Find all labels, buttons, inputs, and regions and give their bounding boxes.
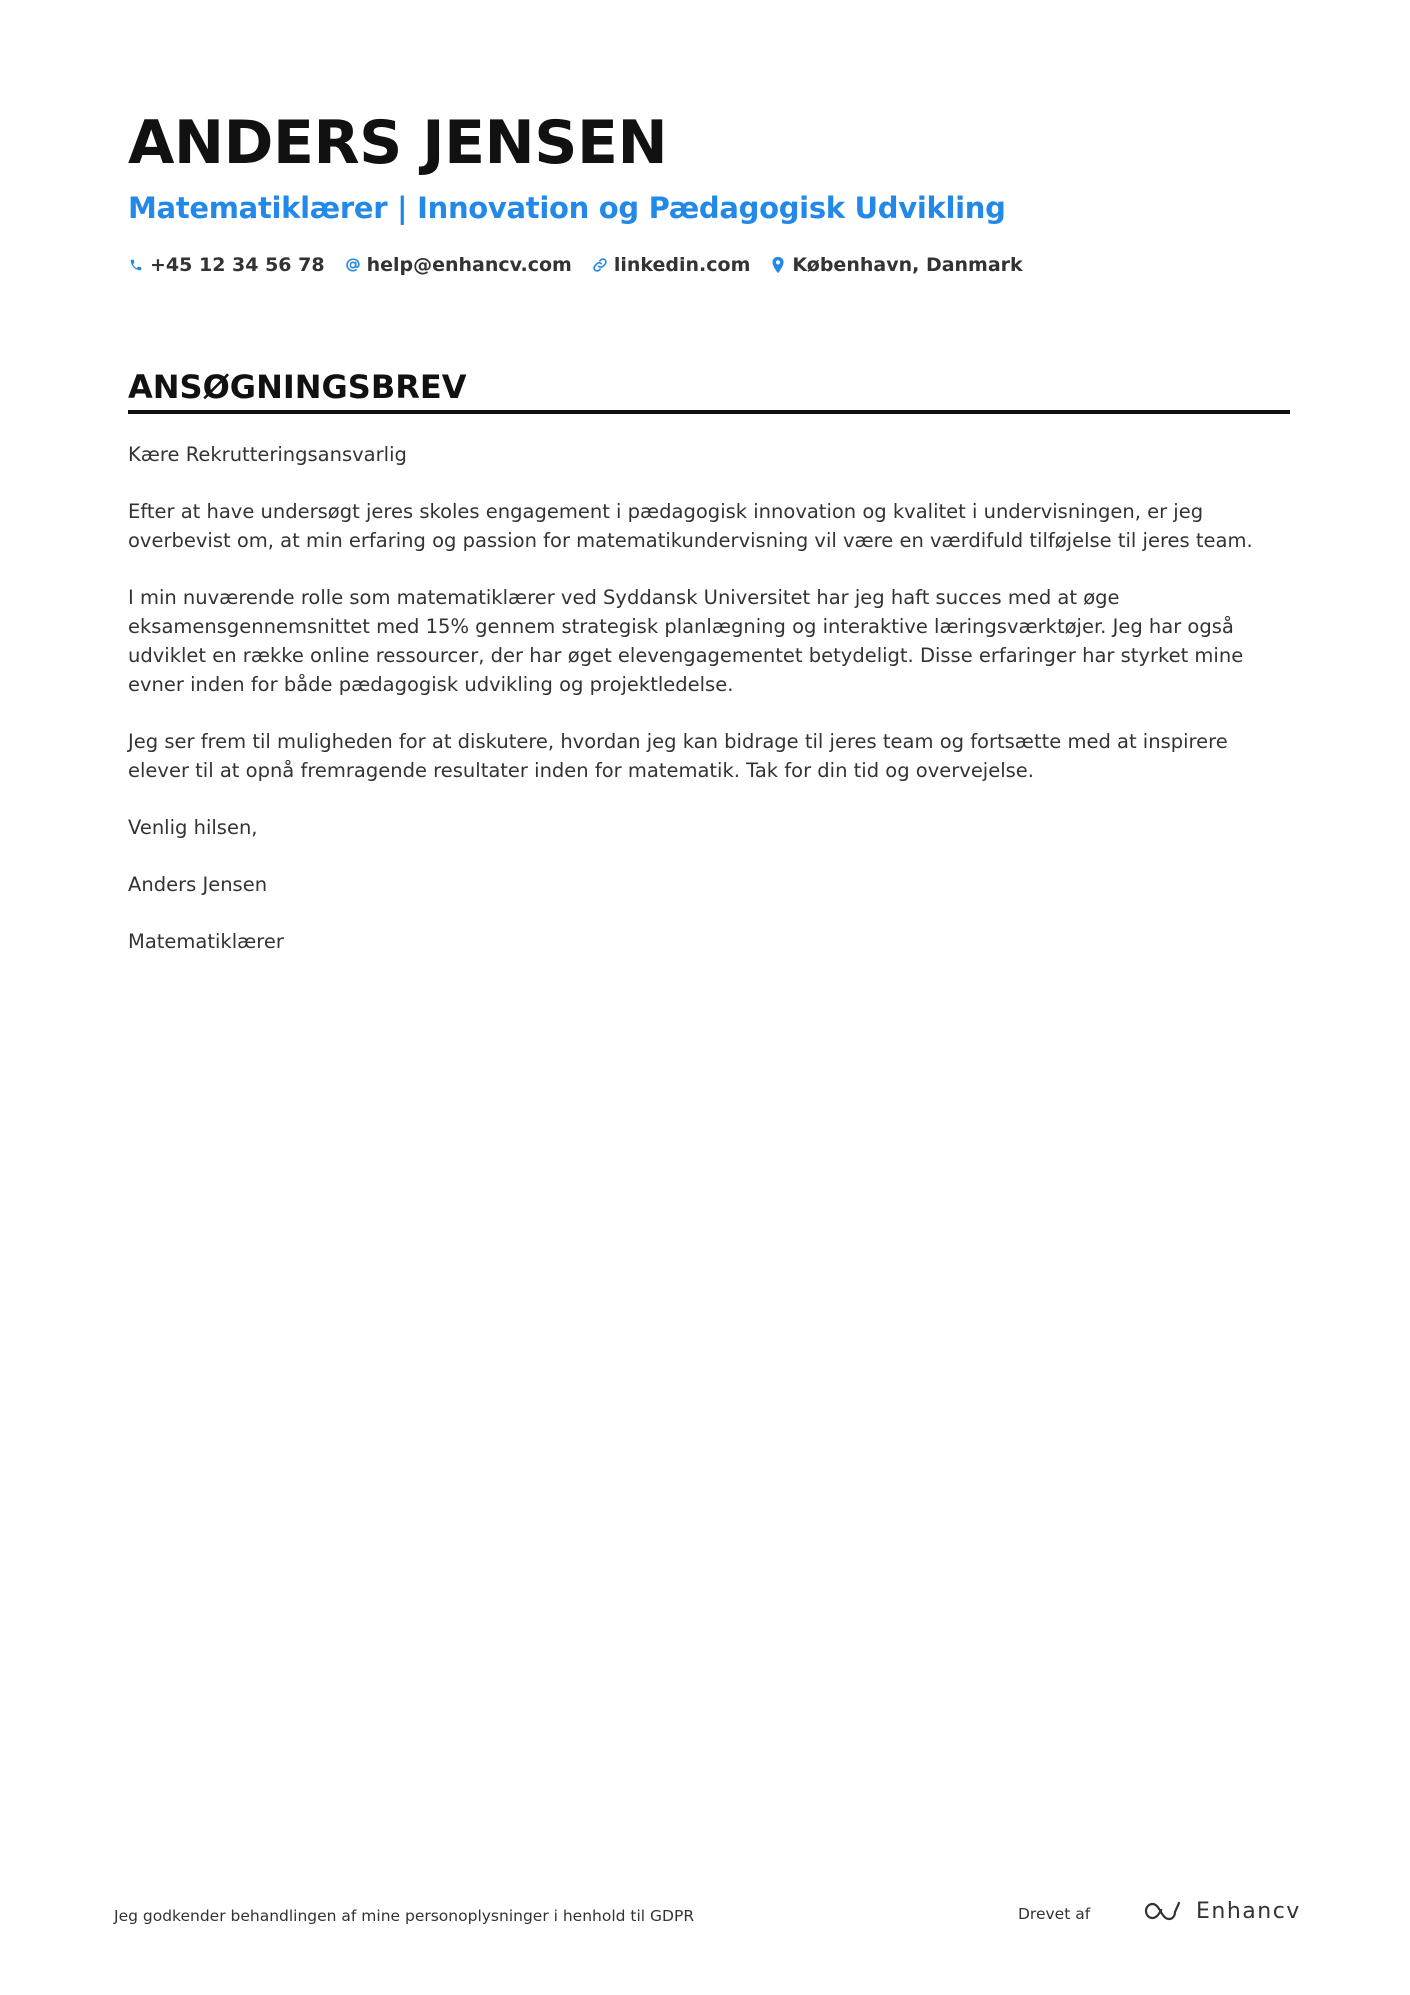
powered-by-text: Drevet af [1018,1905,1091,1923]
link-icon [592,256,608,274]
contact-email-text: help@enhancv.com [366,254,572,276]
contact-phone-text: +45 12 34 56 78 [150,254,325,276]
gdpr-consent-text: Jeg godkender behandlingen af mine personoplysninger i henhold til GDPR [114,1907,695,1925]
at-icon [345,256,361,274]
location-pin-icon [770,256,786,274]
contact-linkedin-text: linkedin.com [613,254,751,276]
signature-name: Anders Jensen [128,873,268,896]
candidate-headline: Matematiklærer | Innovation og Pædagogisk Udvikling [128,191,1006,225]
contact-location [770,254,1022,276]
contact-linkedin[interactable] [592,254,751,276]
letter-paragraph: Efter at have undersøgt jeres skoles engagement i pædagogisk innovation og kvalitet i undervisningen, er jeg overbevist om, at min erfaring og passion for matematikundervisning vil være en værdifuld tilføjelse til jeres team. [128,500,1253,552]
contact-phone[interactable] [128,254,325,276]
enhancv-brand-link[interactable] [1138,1897,1301,1925]
signature-title: Matematiklærer [128,930,284,953]
candidate-name: ANDERS JENSEN [128,108,668,178]
page-footer [0,1895,1410,1935]
phone-icon [128,256,144,274]
letter-body [128,440,1290,984]
enhancv-brand-name: Enhancv [1196,1898,1301,1924]
letter-paragraph: Jeg ser frem til muligheden for at diskutere, hvordan jeg kan bidrage til jeres team og fortsætte med at inspirere elever til at opnå fremragende resultater inden for matematik. Tak for din tid og overvejelse. [128,730,1228,782]
section-title: ANSØGNINGSBREV [128,368,467,406]
letter-salutation: Kære Rekrutteringsansvarlig [128,443,407,466]
letter-paragraph: I min nuværende rolle som matematiklærer ved Syddansk Universitet har jeg haft succes med at øge eksamensgennemsnittet med 15% gennem strategisk planlægning og interaktive læringsværktøjer. Jeg har også udviklet en række online ressourcer, der har øget elevengagementet betydeligt. Disse erfaringer har styrket mine evner inden for både pædagogisk udvikling og projektledelse. [128,586,1244,696]
section-divider [128,410,1290,414]
letter-closing: Venlig hilsen, [128,816,258,839]
contact-location-text: København, Danmark [792,254,1023,276]
contact-bar [128,254,1043,276]
enhancv-logo-icon [1138,1897,1186,1925]
contact-email[interactable] [345,254,572,276]
